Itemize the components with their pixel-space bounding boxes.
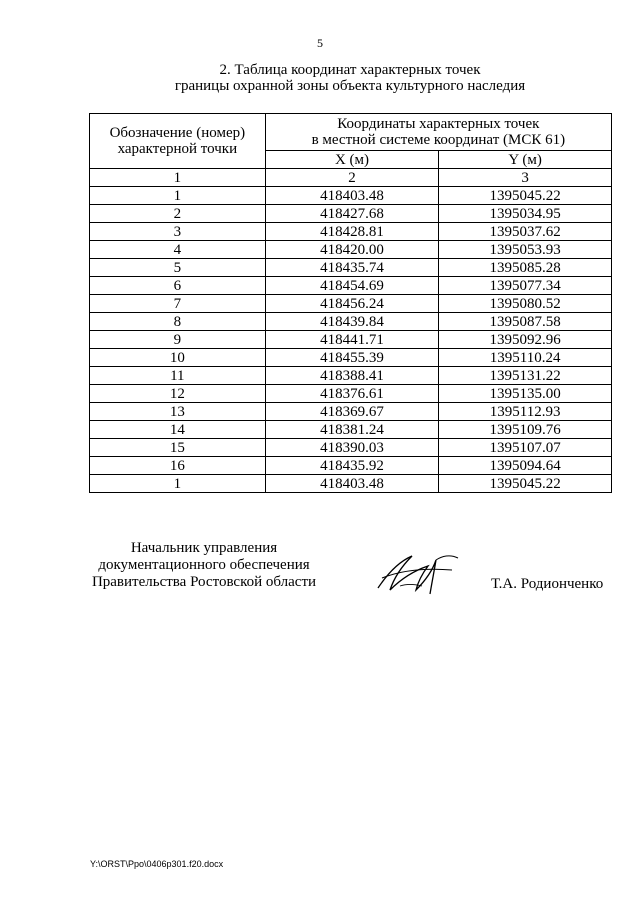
y-coordinate-cell: 1395045.22: [439, 475, 612, 493]
file-path: Y:\ORST\Ppo\0406p301.f20.docx: [90, 859, 224, 869]
x-coordinate-cell: 418390.03: [265, 439, 439, 457]
x-coordinate-cell: 418420.00: [265, 241, 439, 259]
coordinates-table: [89, 113, 612, 493]
x-coordinate-cell: 418435.74: [265, 259, 439, 277]
signatory-line-1: Начальник управления: [130, 540, 278, 556]
point-number-cell: 7: [90, 295, 266, 313]
y-coordinate-cell: 1395131.22: [439, 367, 612, 385]
table-row: [90, 295, 612, 313]
y-coordinate-cell: 1395034.95: [439, 205, 612, 223]
x-coordinate-cell: 418454.69: [265, 277, 439, 295]
column-number-row: [90, 169, 612, 187]
signatory-name: Т.А. Родионченко: [491, 576, 604, 592]
header-coordinates: [265, 114, 611, 151]
header-y: Y (м): [439, 151, 612, 169]
header-x: X (м): [265, 151, 439, 169]
y-coordinate-cell: 1395110.24: [439, 349, 612, 367]
handwritten-signature: [372, 548, 467, 598]
point-number-cell: 1: [90, 187, 266, 205]
x-coordinate-cell: 418439.84: [265, 313, 439, 331]
point-number-cell: 1: [90, 475, 266, 493]
y-coordinate-cell: 1395085.28: [439, 259, 612, 277]
y-coordinate-cell: 1395135.00: [439, 385, 612, 403]
point-number-cell: 15: [90, 439, 266, 457]
point-number-cell: 8: [90, 313, 266, 331]
signatory-position: [88, 540, 320, 591]
x-coordinate-cell: 418455.39: [265, 349, 439, 367]
x-coordinate-cell: 418388.41: [265, 367, 439, 385]
table-row: [90, 403, 612, 421]
x-coordinate-cell: 418435.92: [265, 457, 439, 475]
y-coordinate-cell: 1395053.93: [439, 241, 612, 259]
point-number-cell: 14: [90, 421, 266, 439]
y-coordinate-cell: 1395037.62: [439, 223, 612, 241]
table-row: [90, 385, 612, 403]
table-row: [90, 277, 612, 295]
header-point-number: Обозначение (номер) характерной точки: [90, 114, 266, 169]
x-coordinate-cell: 418441.71: [265, 331, 439, 349]
point-number-cell: 5: [90, 259, 266, 277]
point-number-cell: 10: [90, 349, 266, 367]
x-coordinate-cell: 418376.61: [265, 385, 439, 403]
x-coordinate-cell: 418456.24: [265, 295, 439, 313]
table-row: [90, 241, 612, 259]
table-row: [90, 205, 612, 223]
y-coordinate-cell: 1395087.58: [439, 313, 612, 331]
point-number-cell: 13: [90, 403, 266, 421]
title-line-1: 2. Таблица координат характерных точек: [219, 62, 481, 78]
table-row: [90, 421, 612, 439]
table-row: [90, 313, 612, 331]
table-row: [90, 223, 612, 241]
signatory-line-3: Правительства Ростовской области: [91, 574, 317, 590]
table-title: [0, 62, 640, 94]
point-number-cell: 2: [90, 205, 266, 223]
y-coordinate-cell: 1395094.64: [439, 457, 612, 475]
header-coordinates-line-1: Координаты характерных точек: [337, 116, 540, 132]
x-coordinate-cell: 418381.24: [265, 421, 439, 439]
y-coordinate-cell: 1395109.76: [439, 421, 612, 439]
title-line-2: границы охранной зоны объекта культурного наследия: [174, 78, 526, 94]
page-number: 5: [317, 36, 323, 50]
point-number-cell: 11: [90, 367, 266, 385]
x-coordinate-cell: 418403.48: [265, 475, 439, 493]
y-coordinate-cell: 1395045.22: [439, 187, 612, 205]
header-coordinates-line-2: в местной системе координат (МСК 61): [311, 132, 566, 148]
table-row: [90, 349, 612, 367]
y-coordinate-cell: 1395077.34: [439, 277, 612, 295]
table-row: [90, 457, 612, 475]
point-number-cell: 3: [90, 223, 266, 241]
x-coordinate-cell: 418428.81: [265, 223, 439, 241]
point-number-cell: 9: [90, 331, 266, 349]
column-number: 1: [90, 169, 266, 187]
column-number: 2: [265, 169, 439, 187]
point-number-cell: 16: [90, 457, 266, 475]
y-coordinate-cell: 1395080.52: [439, 295, 612, 313]
point-number-cell: 6: [90, 277, 266, 295]
y-coordinate-cell: 1395112.93: [439, 403, 612, 421]
table-row: [90, 475, 612, 493]
y-coordinate-cell: 1395092.96: [439, 331, 612, 349]
y-coordinate-cell: 1395107.07: [439, 439, 612, 457]
table-row: [90, 331, 612, 349]
point-number-cell: 4: [90, 241, 266, 259]
x-coordinate-cell: 418427.68: [265, 205, 439, 223]
column-number: 3: [439, 169, 612, 187]
x-coordinate-cell: 418369.67: [265, 403, 439, 421]
table-row: [90, 259, 612, 277]
signatory-line-2: документационного обеспечения: [98, 557, 310, 573]
point-number-cell: 12: [90, 385, 266, 403]
x-coordinate-cell: 418403.48: [265, 187, 439, 205]
table-row: [90, 439, 612, 457]
table-row: [90, 187, 612, 205]
table-row: [90, 367, 612, 385]
